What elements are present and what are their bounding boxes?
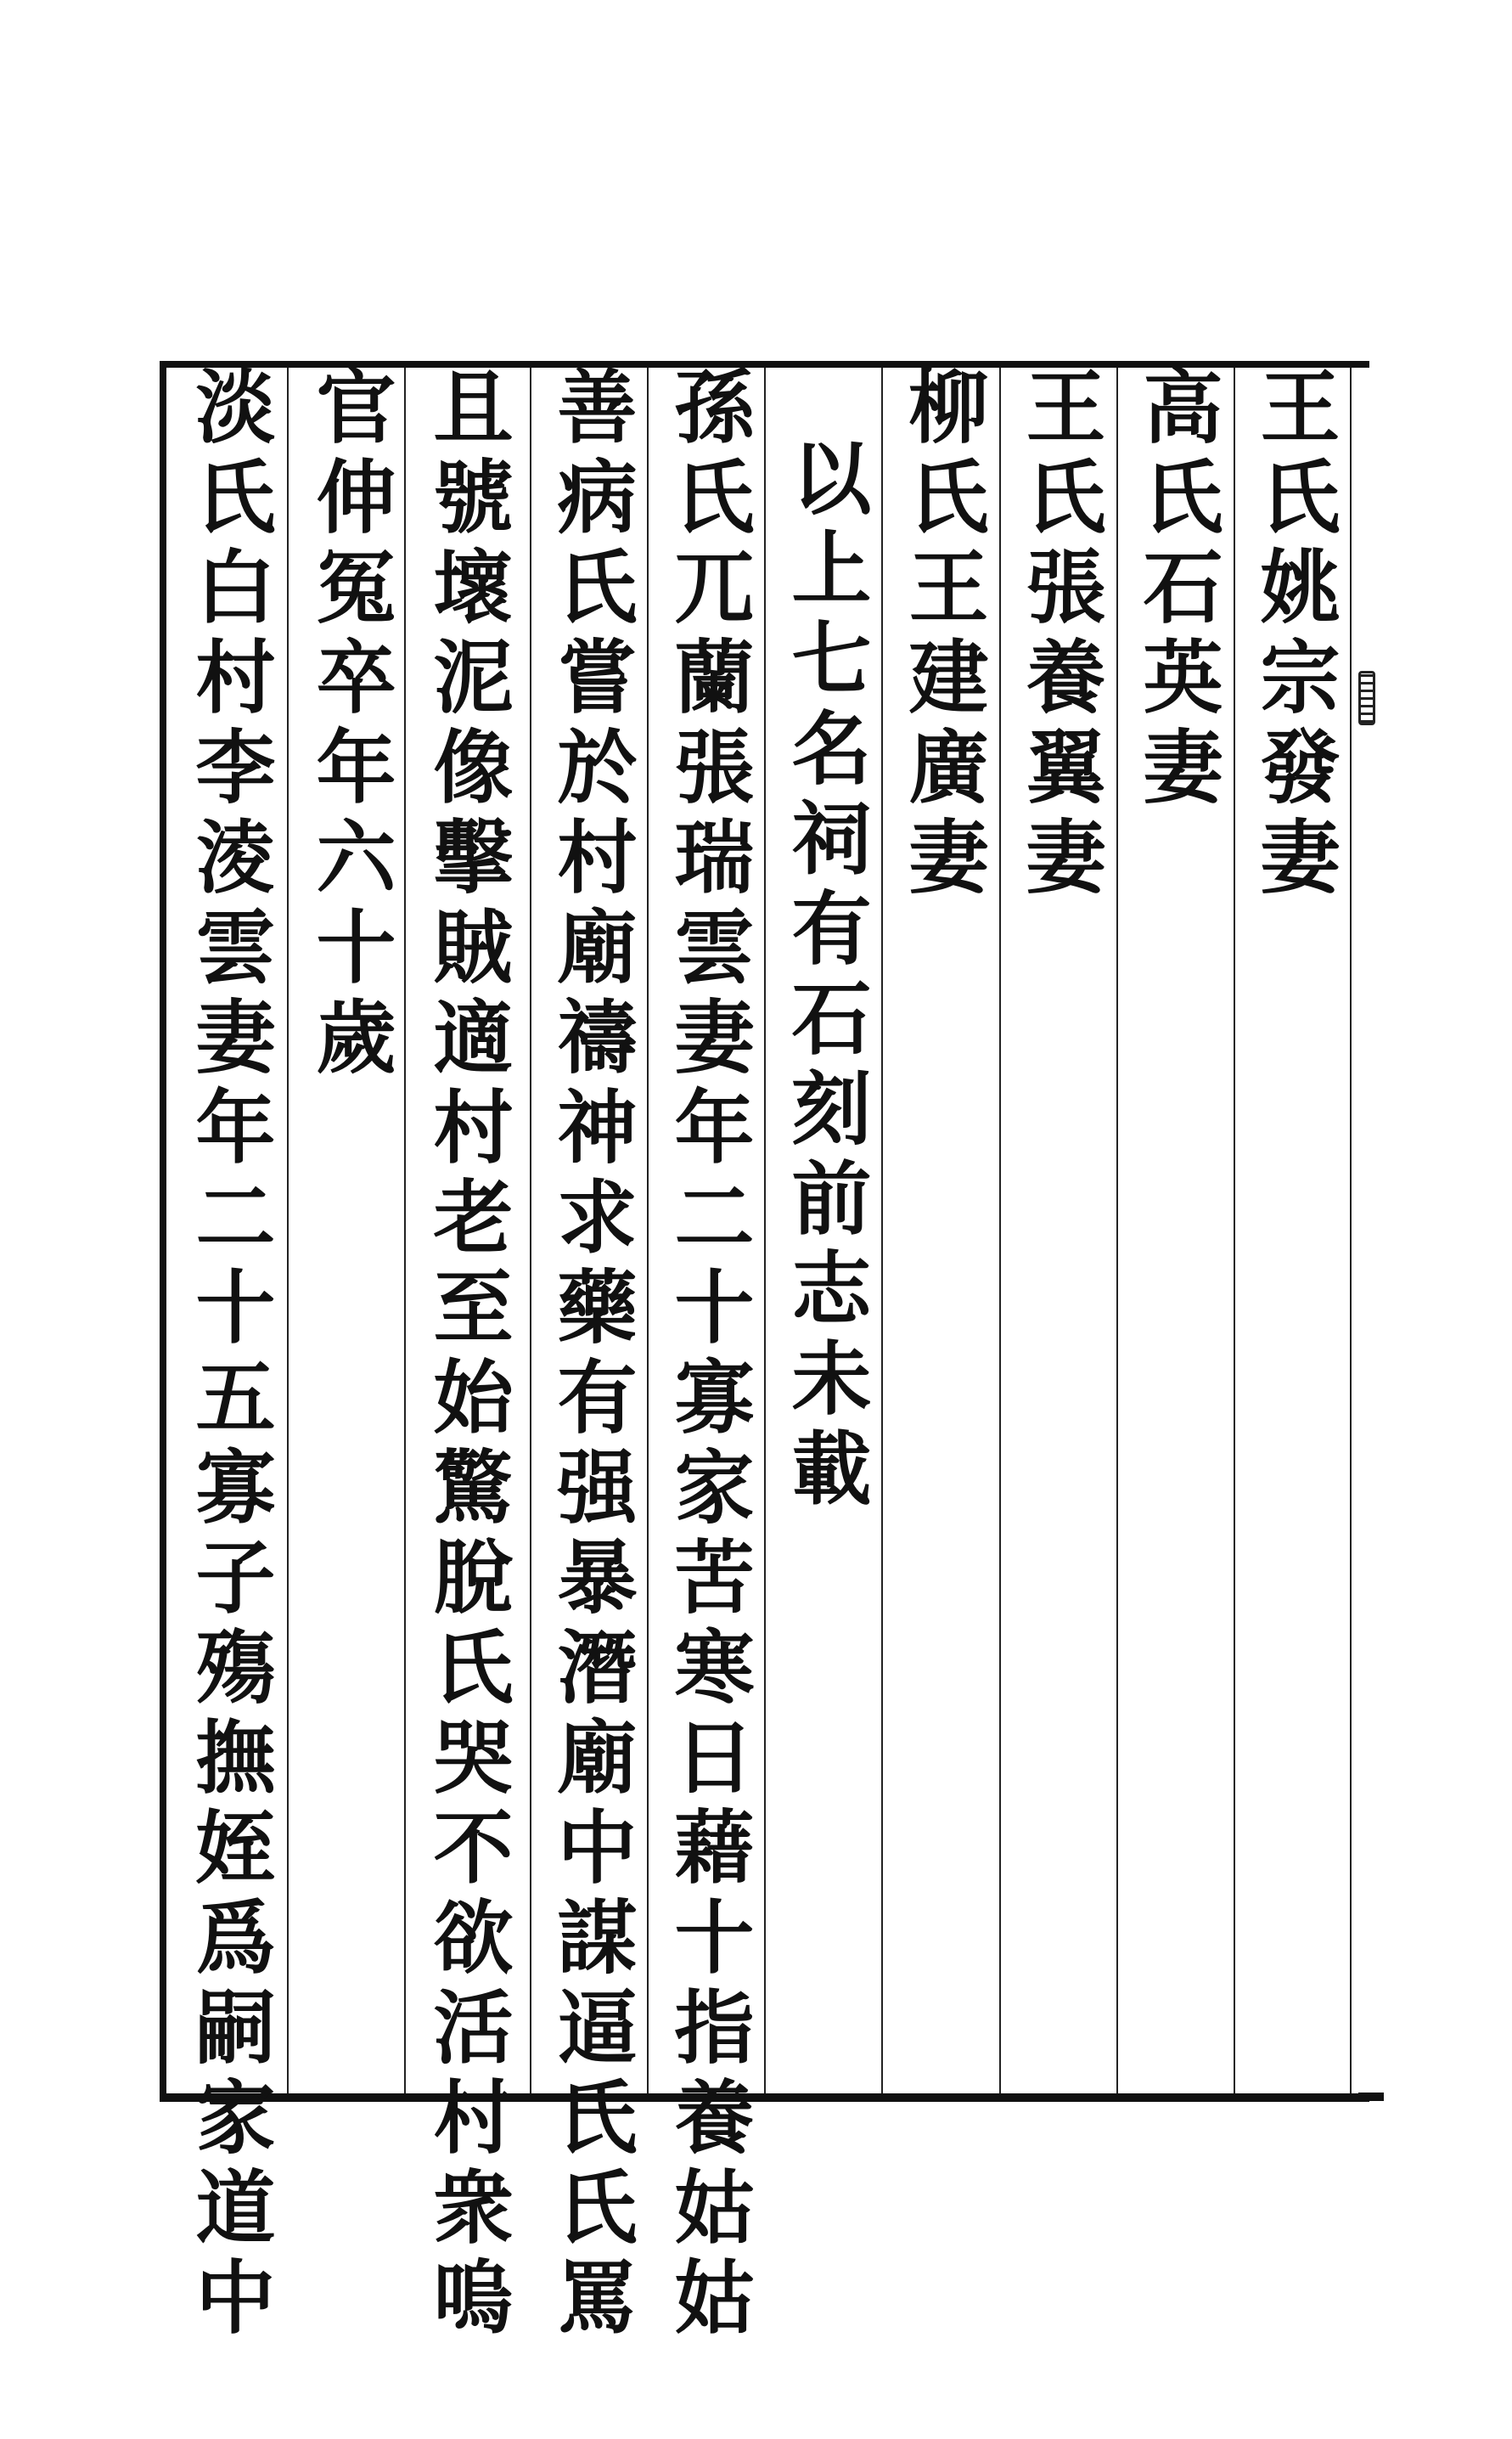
- text-column-10: [178, 365, 278, 2346]
- fold-mark-ornament: [1358, 671, 1375, 725]
- column-rule: [647, 368, 649, 2093]
- column-rule: [1116, 368, 1118, 2093]
- text-column-2: [1126, 365, 1226, 2089]
- column-rule: [1234, 368, 1235, 2093]
- text-column-5: [774, 365, 874, 2160]
- column-rule: [881, 368, 883, 2093]
- column-rule: [287, 368, 289, 2093]
- text-column-7: [540, 365, 640, 2346]
- column-text: 以上七名祠有石刻前志未載: [778, 437, 871, 1517]
- column-text: 王氏姚宗發妻: [1246, 365, 1340, 905]
- column-rule: [999, 368, 1001, 2093]
- column-rule: [1350, 368, 1352, 2093]
- column-text: 善病氏嘗於村廟禱神求藥有强暴潛廟中謀逼氏氏罵: [543, 365, 637, 2346]
- text-column-4: [891, 365, 992, 2089]
- column-text: 柳氏王建廣妻: [895, 365, 988, 905]
- text-column-8: [416, 365, 516, 2346]
- column-rule: [530, 368, 531, 2093]
- column-rule: [404, 368, 406, 2093]
- column-text: 王氏張養翼妻: [1012, 365, 1105, 905]
- text-column-3: [1009, 365, 1109, 2089]
- column-text: 官伸冤卒年六十歲: [302, 365, 396, 1085]
- column-text: 且號壞泥像擊賊適村老至始驚脫氏哭不欲活村衆嗚: [419, 365, 513, 2346]
- column-text: 淡氏白村李淩雲妻年二十五寡子殤撫姪爲嗣家道中: [182, 365, 275, 2346]
- column-text: 高氏石英妻: [1129, 365, 1223, 815]
- text-column-6: [657, 365, 757, 2346]
- column-text: 孫氏兀蘭張瑞雲妻年二十寡家苦寒日藉十指養姑姑: [660, 365, 754, 2346]
- column-rule: [764, 368, 766, 2093]
- text-column-9: [299, 365, 399, 2089]
- bottom-rule: [1358, 2093, 1384, 2101]
- text-column-1: [1243, 365, 1343, 2089]
